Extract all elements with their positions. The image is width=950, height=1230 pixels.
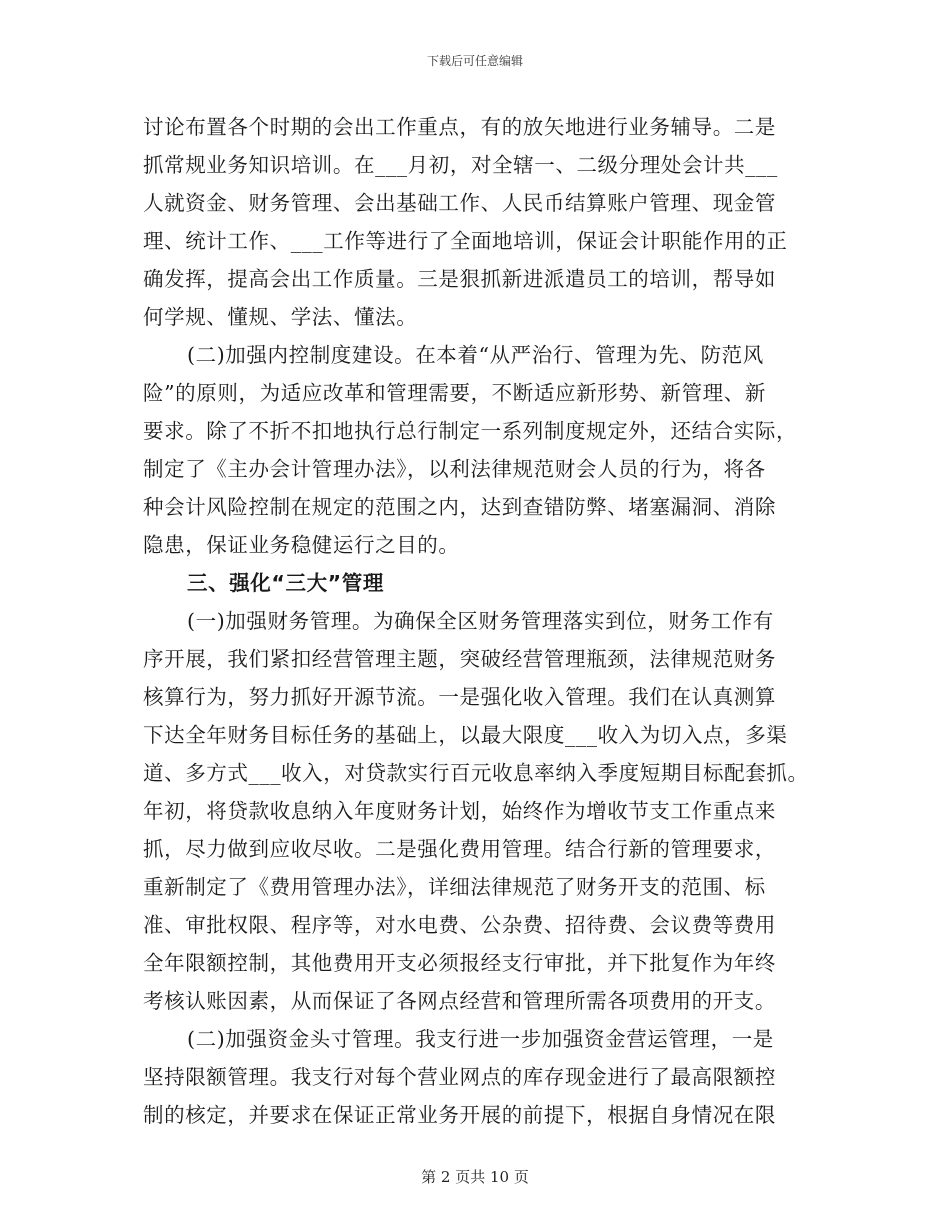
text-line: 准、审批权限、程序等，对水电费、公杂费、招待费、会议费等费用 — [143, 913, 776, 937]
text-line: 重新制定了《费用管理办法》，详细法律规范了财务开支的范围、标 — [143, 875, 766, 899]
text-line: 险”的原则，为适应改革和管理需要，不断适应新形势、新管理、新 — [143, 381, 766, 405]
text-line: 核算行为，努力抓好开源节流。一是强化收入管理。我们在认真测算 — [143, 685, 776, 709]
text-line: 理、统计工作、___工作等进行了全面地培训，保证会计职能作用的正 — [143, 229, 788, 253]
text-line: 考核认账因素，从而保证了各网点经营和管理所需各项费用的开支。 — [143, 989, 776, 1013]
text-line: 抓常规业务知识培训。在___月初，对全辖一、二级分理处会计共___ — [143, 153, 778, 177]
text-line: 隐患，保证业务稳健运行之目的。 — [143, 533, 460, 557]
page-footer: 第 2 页共 10 页 — [421, 1168, 529, 1186]
text-line: 下达全年财务目标任务的基础上，以最大限度___收入为切入点，多渠 — [143, 723, 788, 747]
text-line: 年初，将贷款收息纳入年度财务计划，始终作为增收节支工作重点来 — [143, 799, 776, 823]
text-line: 制定了《主办会计管理办法》，以利法律规范财会人员的行为，将各 — [143, 457, 766, 481]
text-line: 何学规、懂规、学法、懂法。 — [143, 305, 418, 329]
section-heading: 三、强化“三大”管理 — [187, 571, 384, 595]
text-line: 坚持限额管理。我支行对每个营业网点的库存现金进行了最高限额控 — [143, 1065, 776, 1089]
text-line: 抓，尽力做到应收尽收。二是强化费用管理。结合行新的管理要求， — [143, 837, 776, 861]
document-body — [143, 108, 843, 1134]
text-line: 种会计风险控制在规定的范围之内，达到查错防弊、堵塞漏洞、消除 — [143, 495, 776, 519]
text-line: 要求。除了不折不扣地执行总行制定一系列制度规定外，还结合实际， — [143, 419, 798, 443]
text-line: 讨论布置各个时期的会出工作重点，有的放矢地进行业务辅导。二是 — [143, 115, 776, 139]
page-header: 下载后可任意编辑 — [426, 54, 523, 68]
text-line: 序开展，我们紧扣经营管理主题，突破经营管理瓶颈，法律规范财务 — [143, 647, 776, 671]
text-line: 人就资金、财务管理、会出基础工作、人民币结算账户管理、现金管 — [143, 191, 776, 215]
text-line: 全年限额控制，其他费用开支必须报经支行审批，并下批复作为年终 — [143, 951, 776, 975]
text-line: 道、多方式___收入，对贷款实行百元收息率纳入季度短期目标配套抓。 — [143, 761, 809, 785]
text-line: (二)加强资金头寸管理。我支行进一步加强资金营运管理，一是 — [187, 1027, 774, 1051]
text-line: (一)加强财务管理。为确保全区财务管理落实到位，财务工作有 — [187, 609, 774, 633]
text-line: 确发挥，提高会出工作质量。三是狠抓新进派遣员工的培训，帮导如 — [143, 267, 776, 291]
text-line: (二)加强内控制度建设。在本着“从严治行、管理为先、防范风 — [187, 343, 764, 367]
text-line: 制的核定，并要求在保证正常业务开展的前提下，根据自身情况在限 — [143, 1103, 776, 1127]
